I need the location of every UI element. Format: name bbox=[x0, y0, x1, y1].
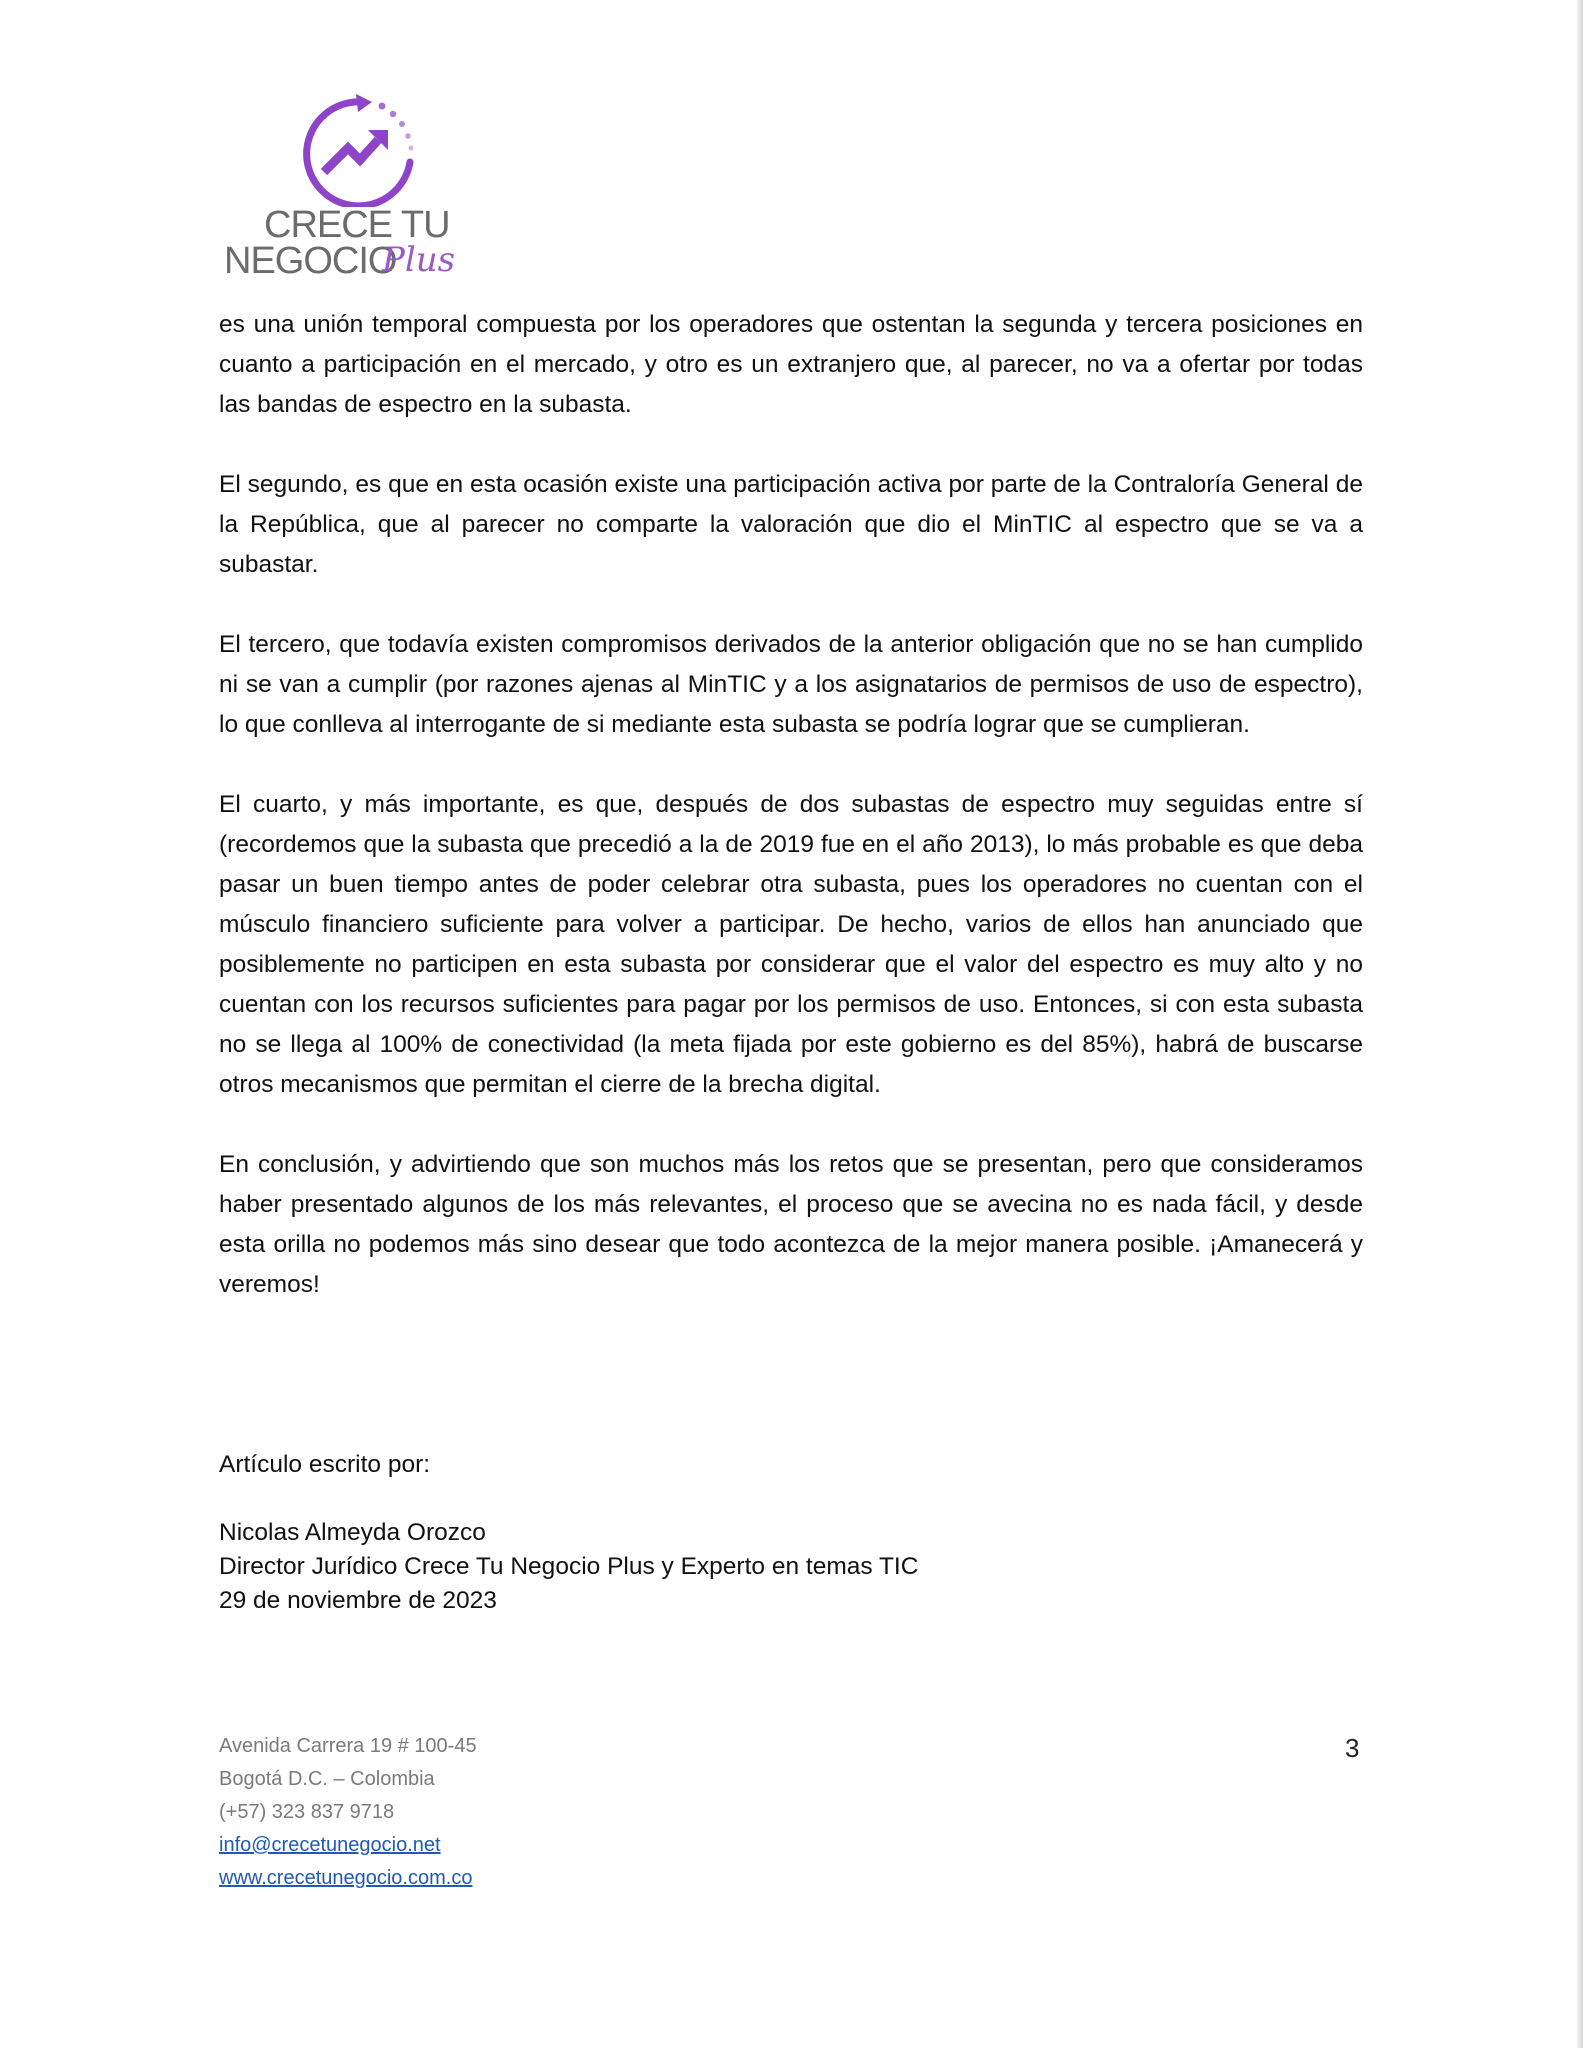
article-body bbox=[219, 305, 1363, 1345]
footer-phone: (+57) 323 837 9718 bbox=[219, 1801, 395, 1823]
article-date: 29 de noviembre de 2023 bbox=[219, 1587, 497, 1614]
logo-text-line1: CRECE TU bbox=[264, 204, 450, 246]
author-name: Nicolas Almeyda Orozco bbox=[219, 1519, 486, 1546]
paragraph: En conclusión, y advirtiendo que son muchos más los retos que se presentan, pero que consideramos haber presentado algunos de los más relevantes, el proceso que se avecina no es nada fácil, y desde esta orilla no podemos más sino desear que todo acontezca de la mejor manera posible. ¡Amanecerá y veremos! bbox=[219, 1151, 1363, 1298]
page-number: 3 bbox=[1345, 1733, 1360, 1763]
signature-label: Artículo escrito por: bbox=[219, 1451, 431, 1478]
paragraph: es una unión temporal compuesta por los operadores que ostentan la segunda y tercera posiciones en cuanto a participación en el mercado, y otro es un extranjero que, al parecer, no va a ofertar por todas las bandas de espectro en la subasta. bbox=[219, 311, 1363, 418]
footer-email-link[interactable]: info@crecetunegocio.net bbox=[219, 1834, 441, 1856]
company-logo bbox=[218, 92, 478, 292]
logo-text-line2: NEGOCIO bbox=[224, 240, 397, 282]
paragraph: El tercero, que todavía existen compromisos derivados de la anterior obligación que no se han cumplido ni se van a cumplir (por razones ajenas al MinTIC y a los asignatarios de permisos de uso de espectro), lo que conlleva al interrogante de si mediante esta subasta se podría lograr que se cumplieran. bbox=[219, 631, 1363, 738]
growth-arrow-circle-icon bbox=[278, 92, 428, 207]
paragraph: El segundo, es que en esta ocasión existe una participación activa por parte de la Contraloría General de la República, que al parecer no comparte la valoración que dio el MinTIC al espectro que se va a subastar. bbox=[219, 471, 1363, 578]
footer-city: Bogotá D.C. – Colombia bbox=[219, 1768, 435, 1790]
logo-text-plus: Plus bbox=[382, 240, 456, 280]
footer-website-link[interactable]: www.crecetunegocio.com.co bbox=[219, 1867, 473, 1889]
page-edge bbox=[1577, 0, 1583, 2048]
signature-block bbox=[219, 1448, 918, 1618]
footer bbox=[219, 1730, 477, 1895]
paragraph: El cuarto, y más importante, es que, después de dos subastas de espectro muy seguidas entre sí (recordemos que la subasta que precedió a la de 2019 fue en el año 2013), lo más probable es que deba pasar un buen tiempo antes de poder celebrar otra subasta, pues los operadores no cuentan con el músculo financiero suficiente para volver a participar. De hecho, varios de ellos han anunciado que posiblemente no participen en esta subasta por considerar que el valor del espectro es muy alto y no cuentan con los recursos suficientes para pagar por los permisos de uso. Entonces, si con esta subasta no se llega al 100% de conectividad (la meta fijada por este gobierno es del 85%), habrá de buscarse otros mecanismos que permitan el cierre de la brecha digital. bbox=[219, 791, 1363, 1098]
footer-address: Avenida Carrera 19 # 100-45 bbox=[219, 1735, 477, 1757]
author-role: Director Jurídico Crece Tu Negocio Plus y Experto en temas TIC bbox=[219, 1553, 919, 1580]
